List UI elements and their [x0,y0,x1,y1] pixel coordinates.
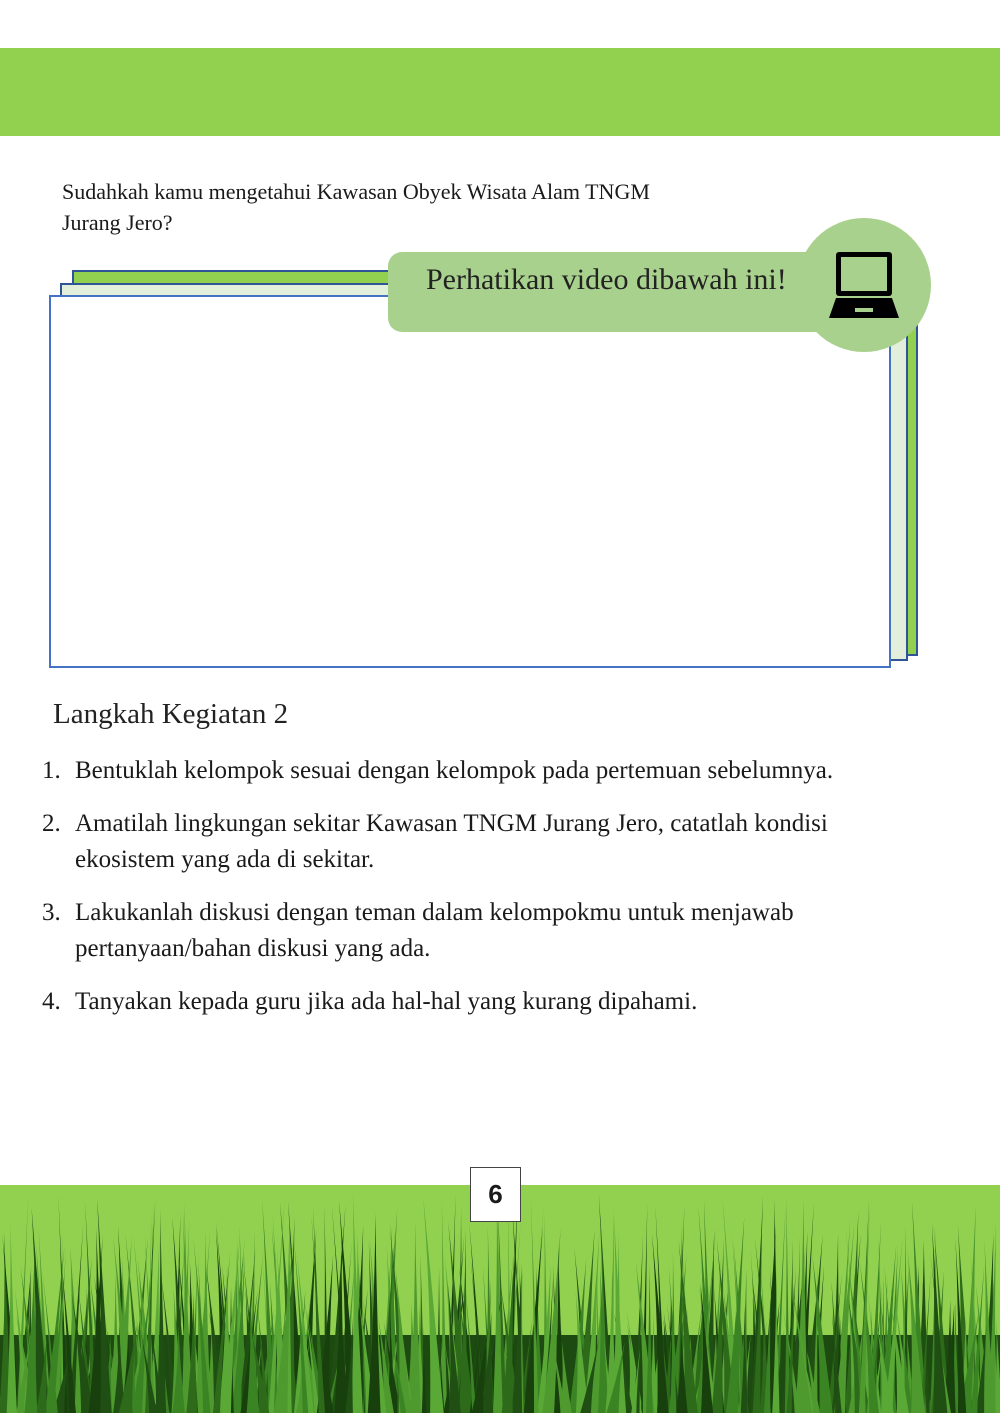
activity-steps [42,753,922,1037]
list-item [42,984,922,1020]
step-number: 2. [42,810,61,837]
step-number: 4. [42,988,61,1015]
header-green-band [0,48,1000,136]
page-number: 6 [470,1167,521,1222]
step-text-line-2: ekosistem yang ada di sekitar. [75,846,375,873]
step-text: Bentuklah kelompok sesuai dengan kelompok pada pertemuan sebelumnya. [75,757,834,784]
step-text: Tanyakan kepada guru jika ada hal-hal yang kurang dipahami. [75,988,698,1015]
step-number: 1. [42,757,61,784]
intro-question [62,176,742,238]
step-number: 3. [42,899,61,926]
step-text-line-1: Amatilah lingkungan sekitar Kawasan TNGM Jurang Jero, catatlah kondisi [75,810,828,837]
video-callout [388,252,858,332]
laptop-icon-badge [797,218,931,352]
video-callout-label: Perhatikan video dibawah ini! [426,263,787,296]
list-item [42,895,922,967]
list-item [42,753,922,789]
activity-title: Langkah Kegiatan 2 [53,698,289,730]
video-placeholder[interactable] [49,295,891,668]
laptop-icon [827,248,901,322]
step-text-line-2: pertanyaan/bahan diskusi yang ada. [75,935,431,962]
list-item [42,806,922,878]
intro-line-2: Jurang Jero? [62,210,173,235]
intro-line-1: Sudahkah kamu mengetahui Kawasan Obyek Wisata Alam TNGM [62,179,650,204]
step-text-line-1: Lakukanlah diskusi dengan teman dalam kelompokmu untuk menjawab [75,899,794,926]
